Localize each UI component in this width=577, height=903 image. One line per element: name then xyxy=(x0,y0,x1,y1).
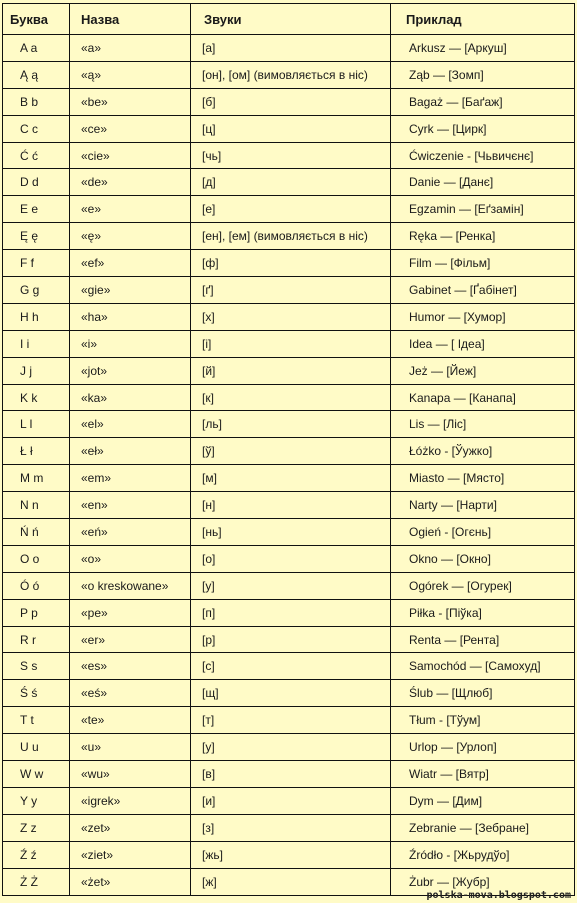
name-cell: «jot» xyxy=(70,357,191,384)
name-cell: «be» xyxy=(70,88,191,115)
name-cell: «a» xyxy=(70,35,191,62)
table-row xyxy=(3,492,575,519)
name-cell: «gie» xyxy=(70,277,191,304)
name-cell: «o kreskowane» xyxy=(70,572,191,599)
table-row xyxy=(3,599,575,626)
table-row xyxy=(3,115,575,142)
table-row xyxy=(3,761,575,788)
sound-cell: [м] xyxy=(191,465,391,492)
sound-cell: [нь] xyxy=(191,519,391,546)
name-cell: «e» xyxy=(70,196,191,223)
sound-cell: [о] xyxy=(191,545,391,572)
letter-cell: T t xyxy=(3,707,70,734)
example-cell: Urlop — [Урлоп] xyxy=(391,734,575,761)
example-cell: Tłum - [Тўум] xyxy=(391,707,575,734)
sound-cell: [р] xyxy=(191,626,391,653)
table-row xyxy=(3,411,575,438)
example-cell: Wiatr — [Вятр] xyxy=(391,761,575,788)
name-cell: «i» xyxy=(70,330,191,357)
name-cell: «eń» xyxy=(70,519,191,546)
name-cell: «er» xyxy=(70,626,191,653)
letter-cell: U u xyxy=(3,734,70,761)
name-cell: «ę» xyxy=(70,223,191,250)
example-cell: Źródło - [Жьрудўо] xyxy=(391,841,575,868)
example-cell: Piłka - [Піўка] xyxy=(391,599,575,626)
table-row xyxy=(3,519,575,546)
example-cell: Miasto — [Място] xyxy=(391,465,575,492)
table-row xyxy=(3,707,575,734)
sound-cell: [й] xyxy=(191,357,391,384)
letter-cell: Ź ź xyxy=(3,841,70,868)
header-row xyxy=(3,4,575,35)
example-cell: Ślub — [Щлюб] xyxy=(391,680,575,707)
sound-cell: [з] xyxy=(191,814,391,841)
sound-cell: [у] xyxy=(191,734,391,761)
name-cell: «ce» xyxy=(70,115,191,142)
letter-cell: B b xyxy=(3,88,70,115)
letter-cell: Z z xyxy=(3,814,70,841)
example-cell: Ogórek — [Огурек] xyxy=(391,572,575,599)
name-cell: «ka» xyxy=(70,384,191,411)
letter-cell: I i xyxy=(3,330,70,357)
table-row xyxy=(3,384,575,411)
example-cell: Okno — [Окно] xyxy=(391,545,575,572)
name-cell: «ziet» xyxy=(70,841,191,868)
letter-cell: C c xyxy=(3,115,70,142)
example-cell: Zebranie — [Зебране] xyxy=(391,814,575,841)
example-cell: Ząb — [Зомп] xyxy=(391,61,575,88)
sound-cell: [ґ] xyxy=(191,277,391,304)
sound-cell: [у] xyxy=(191,572,391,599)
example-cell: Łóżko - [Ўужко] xyxy=(391,438,575,465)
letter-cell: K k xyxy=(3,384,70,411)
name-cell: «te» xyxy=(70,707,191,734)
letter-cell: P p xyxy=(3,599,70,626)
name-cell: «o» xyxy=(70,545,191,572)
example-cell: Egzamin — [Еґзамін] xyxy=(391,196,575,223)
table-row xyxy=(3,169,575,196)
sound-cell: [щ] xyxy=(191,680,391,707)
table-row xyxy=(3,572,575,599)
example-cell: Arkusz — [Аркуш] xyxy=(391,35,575,62)
example-cell: Jeż — [Йеж] xyxy=(391,357,575,384)
example-cell: Cyrk — [Цирк] xyxy=(391,115,575,142)
table-row xyxy=(3,250,575,277)
letter-cell: R r xyxy=(3,626,70,653)
letter-cell: Ć ć xyxy=(3,142,70,169)
header-example: Приклад xyxy=(391,4,575,35)
sound-cell: [х] xyxy=(191,303,391,330)
sound-cell: [ц] xyxy=(191,115,391,142)
table-row xyxy=(3,438,575,465)
letter-cell: F f xyxy=(3,250,70,277)
table-row xyxy=(3,88,575,115)
sound-cell: [и] xyxy=(191,787,391,814)
sound-cell: [с] xyxy=(191,653,391,680)
table-row xyxy=(3,653,575,680)
letter-cell: W w xyxy=(3,761,70,788)
name-cell: «de» xyxy=(70,169,191,196)
example-cell: Kanapa — [Канапа] xyxy=(391,384,575,411)
table-row xyxy=(3,841,575,868)
example-cell: Samochód — [Самохуд] xyxy=(391,653,575,680)
letter-cell: D d xyxy=(3,169,70,196)
sound-cell: [ен], [ем] (вимовляється в ніс) xyxy=(191,223,391,250)
sound-cell: [н] xyxy=(191,492,391,519)
name-cell: «en» xyxy=(70,492,191,519)
table-row xyxy=(3,680,575,707)
name-cell: «ą» xyxy=(70,61,191,88)
example-cell: Danie — [Данє] xyxy=(391,169,575,196)
table-row xyxy=(3,35,575,62)
example-cell: Dym — [Дим] xyxy=(391,787,575,814)
name-cell: «eś» xyxy=(70,680,191,707)
name-cell: «żet» xyxy=(70,868,191,895)
letter-cell: Ś ś xyxy=(3,680,70,707)
sound-cell: [к] xyxy=(191,384,391,411)
table-row xyxy=(3,277,575,304)
table-row xyxy=(3,787,575,814)
letter-cell: Ą ą xyxy=(3,61,70,88)
table-row xyxy=(3,357,575,384)
sound-cell: [п] xyxy=(191,599,391,626)
name-cell: «em» xyxy=(70,465,191,492)
letter-cell: J j xyxy=(3,357,70,384)
example-cell: Narty — [Нарти] xyxy=(391,492,575,519)
name-cell: «u» xyxy=(70,734,191,761)
letter-cell: M m xyxy=(3,465,70,492)
name-cell: «es» xyxy=(70,653,191,680)
example-cell: Humor — [Хумор] xyxy=(391,303,575,330)
example-cell: Idea — [ Ідеа] xyxy=(391,330,575,357)
sound-cell: [т] xyxy=(191,707,391,734)
name-cell: «ef» xyxy=(70,250,191,277)
table-row xyxy=(3,734,575,761)
name-cell: «eł» xyxy=(70,438,191,465)
letter-cell: Ę ę xyxy=(3,223,70,250)
letter-cell: Ż Ż xyxy=(3,868,70,895)
sound-cell: [чь] xyxy=(191,142,391,169)
name-cell: «pe» xyxy=(70,599,191,626)
letter-cell: N n xyxy=(3,492,70,519)
letter-cell: Y y xyxy=(3,787,70,814)
table-row xyxy=(3,223,575,250)
example-cell: Film — [Фільм] xyxy=(391,250,575,277)
letter-cell: E e xyxy=(3,196,70,223)
example-cell: Żubr — [Жубр] xyxy=(391,868,575,895)
site-watermark: polska-mova.blogspot.com xyxy=(426,890,571,901)
table-row xyxy=(3,545,575,572)
example-cell: Ręka — [Ренка] xyxy=(391,223,575,250)
name-cell: «el» xyxy=(70,411,191,438)
alphabet-table xyxy=(2,3,575,896)
example-cell: Ćwiczenie - [Чьвичєнє] xyxy=(391,142,575,169)
sound-cell: [жь] xyxy=(191,841,391,868)
letter-cell: O o xyxy=(3,545,70,572)
sound-cell: [е] xyxy=(191,196,391,223)
sound-cell: [і] xyxy=(191,330,391,357)
letter-cell: S s xyxy=(3,653,70,680)
table-row xyxy=(3,142,575,169)
name-cell: «igrek» xyxy=(70,787,191,814)
table-row xyxy=(3,61,575,88)
example-cell: Ogień - [Огєнь] xyxy=(391,519,575,546)
header-sound: Звуки xyxy=(191,4,391,35)
name-cell: «ha» xyxy=(70,303,191,330)
letter-cell: G g xyxy=(3,277,70,304)
table-row xyxy=(3,196,575,223)
example-cell: Gabinet — [Ґабінет] xyxy=(391,277,575,304)
example-cell: Renta — [Рента] xyxy=(391,626,575,653)
name-cell: «zet» xyxy=(70,814,191,841)
sound-cell: [ж] xyxy=(191,868,391,895)
example-cell: Lis — [Ліс] xyxy=(391,411,575,438)
letter-cell: L l xyxy=(3,411,70,438)
sound-cell: [он], [ом] (вимовляється в ніс) xyxy=(191,61,391,88)
letter-cell: Ł ł xyxy=(3,438,70,465)
sound-cell: [д] xyxy=(191,169,391,196)
header-letter: Буква xyxy=(3,4,70,35)
name-cell: «wu» xyxy=(70,761,191,788)
sound-cell: [a] xyxy=(191,35,391,62)
letter-cell: A a xyxy=(3,35,70,62)
table-row xyxy=(3,330,575,357)
sound-cell: [ў] xyxy=(191,438,391,465)
name-cell: «cie» xyxy=(70,142,191,169)
table-row xyxy=(3,303,575,330)
sound-cell: [б] xyxy=(191,88,391,115)
letter-cell: Ó ó xyxy=(3,572,70,599)
example-cell: Bagaż — [Баґаж] xyxy=(391,88,575,115)
letter-cell: H h xyxy=(3,303,70,330)
sound-cell: [в] xyxy=(191,761,391,788)
table-row xyxy=(3,814,575,841)
table-row xyxy=(3,626,575,653)
table-row xyxy=(3,465,575,492)
letter-cell: Ń ń xyxy=(3,519,70,546)
sound-cell: [ль] xyxy=(191,411,391,438)
header-name: Назва xyxy=(70,4,191,35)
sound-cell: [ф] xyxy=(191,250,391,277)
